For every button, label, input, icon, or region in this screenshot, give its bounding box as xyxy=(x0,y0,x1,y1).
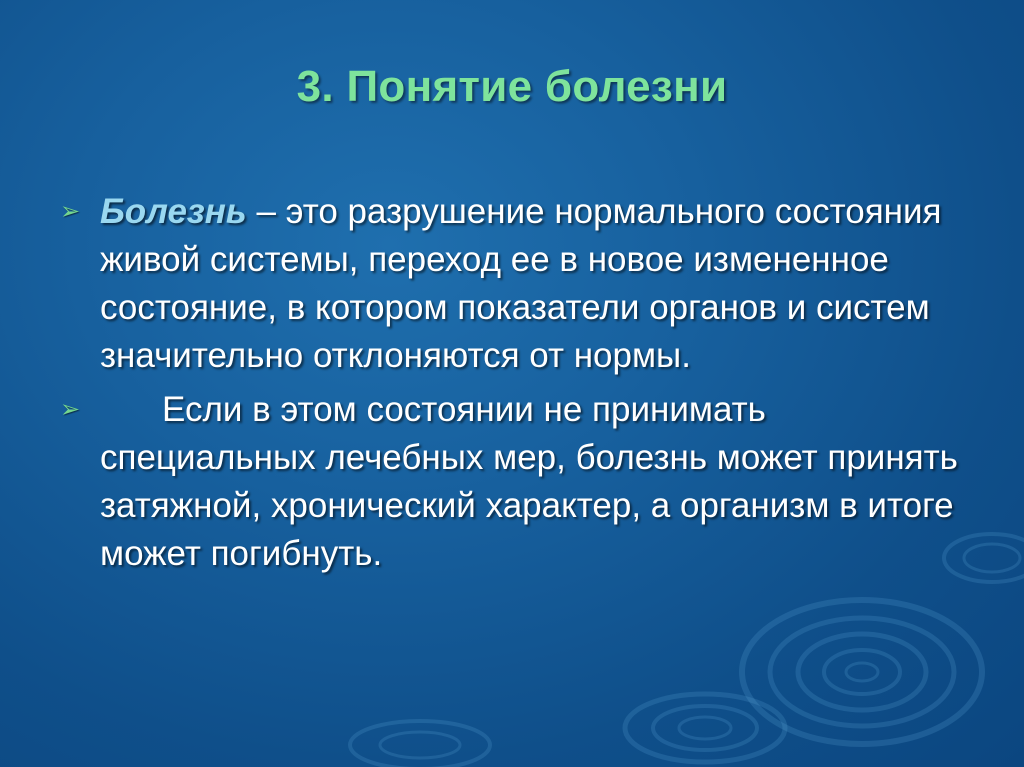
bullet-text: Если в этом состоянии не принимать специальных лечебных мер, болезнь может принять затяжной, хронический характер, а организм в итоге может погибнуть. xyxy=(100,390,958,573)
bullet-item-definition xyxy=(60,188,960,380)
bullet-term: Болезнь xyxy=(100,192,247,231)
arrow-bullet-icon: ➢ xyxy=(60,198,81,225)
bullet-text: – это разрушение нормального состояния живой системы, переход ее в новое измененное состояние, в котором показатели органов и систем значительно отклоняются от нормы. xyxy=(100,192,942,375)
bullet-item-consequence xyxy=(60,386,960,578)
arrow-bullet-icon: ➢ xyxy=(60,396,81,423)
bullet-list xyxy=(60,188,960,578)
slide-title: 3. Понятие болезни xyxy=(296,62,728,111)
